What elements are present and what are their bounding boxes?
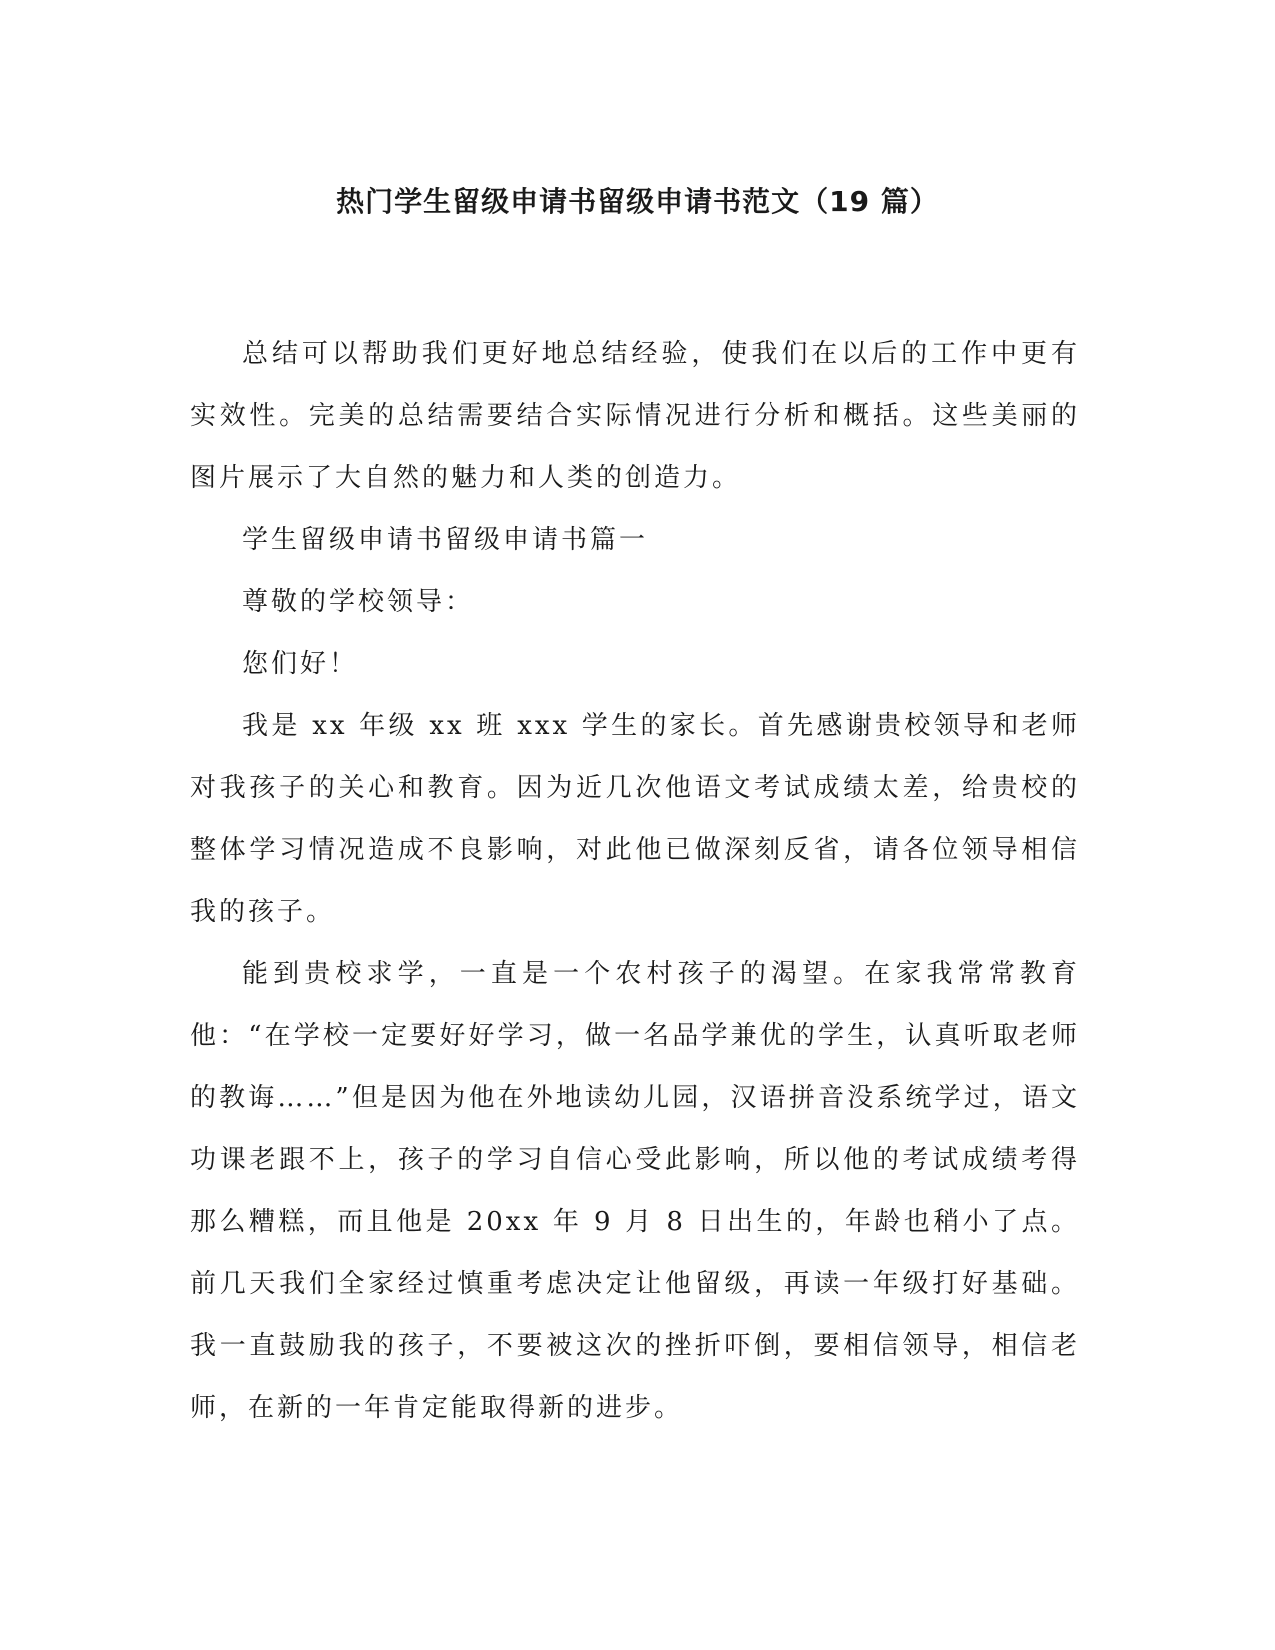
paragraph-intro: 总结可以帮助我们更好地总结经验，使我们在以后的工作中更有实效性。完美的总结需要结合实际情况进行分析和概括。这些美丽的图片展示了大自然的魅力和人类的创造力。 [190,339,1080,493]
section-heading: 学生留级申请书留级申请书篇一 [242,525,649,555]
greeting: 您们好！ [242,649,359,679]
paragraph-body-1: 我是 xx 年级 xx 班 xxx 学生的家长。首先感谢贵校领导和老师对我孩子的关心和教育。因为近几次他语文考试成绩太差，给贵校的整体学习情况造成不良影响，对此他已做深刻反省，请各位领导相信我的孩子。 [190,711,1080,927]
document-body [190,323,1080,1439]
document-title: 热门学生留级申请书留级申请书范文（19 篇） [336,185,939,218]
salutation: 尊敬的学校领导： [242,587,475,617]
paragraph-body-2: 能到贵校求学，一直是一个农村孩子的渴望。在家我常常教育他：“在学校一定要好好学习，做一名品学兼优的学生，认真听取老师的教诲……”但是因为他在外地读幼儿园，汉语拼音没系统学过，语文功课老跟不上，孩子的学习自信心受此影响，所以他的考试成绩考得那么糟糕，而且他是 20xx 年 9 月 8 日出生的，年龄也稍小了点。前几天我们全家经过慎重考虑决定让他留级，再读一年级打好基础。我一直鼓励我的孩子，不要被这次的挫折吓倒，要相信领导，相信老师，在新的一年肯定能取得新的进步。 [190,959,1080,1423]
